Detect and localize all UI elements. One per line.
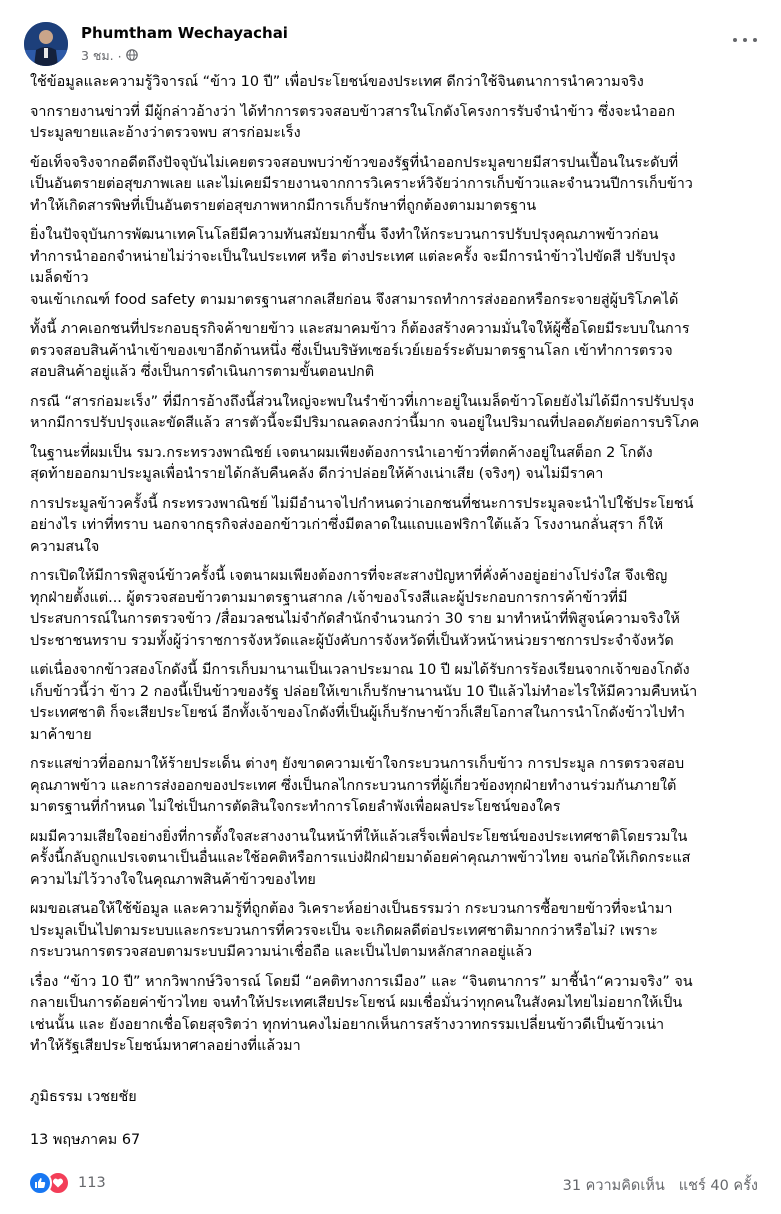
post-body: [30, 72, 755, 1173]
post-paragraph: แต่เนื่องจากข้าวสองโกดังนี้ มีการเก็บมานานเป็นเวลาประมาณ 10 ปี ผมได้รับการร้องเรียนจากเจ้าของโกดัง เก็บข้าวนี้ว่า ข้าว 2 กองนี้เป็นข้าวของรัฐ ปล่อยให้เขาเก็บรักษานานนับ 10 ปีแล้วไม่ทำอะไรให้มีความคืบหน้า ประเทศชาติ ก็จะเสียประโยชน์ อีกทั้งเจ้าของโกดังที่เป็นผู้เก็บรักษาข้าวก็เสียโอกาสในการนำโกดังข้าวไปทำ มาค้าขาย: [30, 662, 698, 743]
post-paragraph: การเปิดให้มีการพิสูจน์ข้าวครั้งนี้ เจตนาผมเพียงต้องการที่จะสะสางปัญหาที่คั่งค้างอยู่อย่างโปร่งใส จึงเชิญ ทุกฝ่ายตั้งแต่... ผู้ตรวจสอบข้าวตามมาตรฐานสากล /เจ้าของโรงสีและผู้ประกอบการการค้าข้าวที่มี ประสบการณ์ในการตรวจข้าว /สื่อมวลชนไม่จำกัดสำนักจำนวนกว่า 30 ราย มาทำหน้าที่พิสูจน์ความจริงให้ ประชาชนทราบ รวมทั้งผู้ว่าราชการจังหวัดและผู้บังคับการจังหวัดที่เป็นหัวหน้าหน่วยราชการประจำจังหวัด: [30, 568, 680, 649]
post-paragraph: ผมขอเสนอให้ใช้ข้อมูล และความรู้ที่ถูกต้อง วิเคราะห์อย่างเป็นธรรมว่า กระบวนการซื้อขายข้าวที่จะนำมา ประมูลเป็นไปตามระบบและกระบวนการที่ควรจะเป็น จะเกิดผลดีต่อประเทศชาติมากกว่าหรือไม่? เพราะ กระบวนการตรวจสอบตามระบบมีความน่าเชื่อถือ และเป็นไปตามหลักสากลอยู่แล้ว: [30, 901, 673, 960]
post-time[interactable]: 3 ชม.: [81, 48, 114, 63]
post-meta: [81, 46, 138, 66]
author-name[interactable]: Phumtham Wechayachai: [81, 24, 288, 42]
post-paragraph: ใช้ข้อมูลและความรู้วิจารณ์ “ข้าว 10 ปี” เพื่อประโยชน์ของประเทศ ดีกว่าใช้จินตนาการนำความจริง: [30, 74, 644, 90]
post-paragraph: เรื่อง “ข้าว 10 ปี” หากวิพากษ์วิจารณ์ โดยมี “อคติทางการเมือง” และ “จินตนาการ” มาชี้นำ“ความจริง” จน กลายเป็นการด้อยค่าข้าวไทย จนทำให้ประเทศเสียประโยชน์ ผมเชื่อมั่นว่าทุกคนในสังคมไทยไม่อยากให้เป็น เช่นนั้น และ ยังอยากเชื่อโดยสุจริตว่า ทุกท่านคงไม่อยากเห็นการสร้างวาทกรรมเปลี่ยนข้าวดีเป็นข้าวเน่า ทำให้รัฐเสียประโยชน์มหาศาลอย่างที่แล้วมา: [30, 973, 693, 1054]
post-paragraph: กระแสข่าวที่ออกมาให้ร้ายประเด็น ต่างๆ ยังขาดความเข้าใจกระบวนการเก็บข้าว การประมูล การตรวจสอบ คุณภาพข้าว และการส่งออกของประเทศ ซึ่งเป็นกลไกกระบวนการที่ผู้เกี่ยวข้องทุกฝ่ายทำงานร่วมกันภายใต้ มาตรฐานที่กำหนด ไม่ใช่เป็นการตัดสินใจกระทำการโดยลำพังเพื่อผลประโยชน์ของใคร: [30, 756, 685, 815]
reactions-summary[interactable]: [28, 1171, 106, 1195]
meta-separator: ·: [117, 48, 122, 64]
post-paragraph: ข้อเท็จจริงจากอดีตถึงปัจจุบันไม่เคยตรวจสอบพบว่าข้าวของรัฐที่นำออกประมูลขายมีสารปนเปื้อนในระดับที่ เป็นอันตรายต่อสุขภาพเลย และไม่เคยมีรายงานจากการวิเคราะห์วิจัยว่าการเก็บข้าวและจำนวนปีการเก็บข้าว ทำให้เกิดสารพิษที่เป็นอันตรายต่อสุขภาพหากมีการเก็บรักษาที่ถูกต้องตามมาตรฐาน: [30, 154, 693, 214]
shares-count[interactable]: แชร์ 40 ครั้ง: [678, 1178, 758, 1194]
signature-name: ภูมิธรรม เวชยชัย: [30, 1089, 137, 1105]
signature-date: 13 พฤษภาคม 67: [30, 1132, 141, 1148]
post-footer: [28, 1168, 758, 1198]
author-avatar[interactable]: [24, 22, 68, 66]
post-paragraph: ในฐานะที่ผมเป็น รมว.กระทรวงพาณิชย์ เจตนาผมเพียงต้องการนำเอาข้าวที่ตกค้างอยู่ในสต็อก 2 โกดัง สุดท้ายออกมาประมูลเพื่อนำรายได้กลับคืนคลัง ดีกว่าปล่อยให้ค้างเน่าเสีย (จริงๆ) จนไม่มีราคา: [30, 444, 653, 482]
comments-count[interactable]: 31 ความคิดเห็น: [562, 1178, 665, 1194]
signature: [30, 1066, 755, 1174]
post-paragraph: ทั้งนี้ ภาคเอกชนที่ประกอบธุรกิจค้าขายข้าว และสมาคมข้าว ก็ต้องสร้างความมั่นใจให้ผู้ซื้อโดยมีระบบในการ ตรวจสอบสินค้านำเข้าของเขาอีกด้านหนึ่ง ซึ่งเป็นบริษัทเซอร์เวย์เยอร์ระดับมาตรฐานโลก เข้าทำการตรวจ สอบสินค้าอยู่แล้ว ซึ่งเป็นการดำเนินการตามขั้นตอนปกติ: [30, 321, 690, 380]
post-paragraph: กรณี “สารก่อมะเร็ง” ที่มีการอ้างถึงนี้ส่วนใหญ่จะพบในรำข้าวที่เกาะอยู่ในเมล็ดข้าวโดยยังไม่ได้มีการปรับปรุง หากมีการปรับปรุงและขัดสีแล้ว สารตัวนี้จะมีปริมาณลดลงกว่านี้มาก จนอยู่ในปริมาณที่ปลอดภัยต่อการบริโภค: [30, 393, 700, 431]
post-paragraph: ยิ่งในปัจจุบันการพัฒนาเทคโนโลยีมีความทันสมัยมากขึ้น จึงทำให้กระบวนการปรับปรุงคุณภาพข้าวก่อน ทำการนำออกจำหน่ายไม่ว่าจะเป็นในประเทศ หรือ ต่างประเทศ แต่ละครั้ง จะมีการนำข้าวไปขัดสี ปรับปรุง เมล็ดข้าว จนเข้าเกณฑ์ food safety ตามมาตรฐานสากลเสียก่อน จึงสามารถทำการส่งออกหรือกระจายสู่ผู้บริโภคได้: [30, 227, 679, 308]
engagement-stats: [563, 1174, 758, 1197]
reaction-count: 113: [78, 1175, 106, 1191]
post-paragraph: ผมมีความเสียใจอย่างยิ่งที่การตั้งใจสะสางงานในหน้าที่ให้แล้วเสร็จเพื่อประโยชน์ของประเทศชาติโดยรวมใน ครั้งนี้กลับถูกแปรเจตนาเป็นอื่นและใช้อคติหรือการแบ่งฝักฝ่ายมาด้อยค่าคุณภาพข้าวไทย จนก่อให้เกิดกระแส ความไม่ไว้วางใจในคุณภาพสินค้าข้าวของไทย: [30, 828, 691, 888]
like-icon: [28, 1171, 52, 1195]
post-header: [24, 18, 757, 66]
post-paragraph: จากรายงานข่าวที่ มีผู้กล่าวอ้างว่า ได้ทำการตรวจสอบข้าวสารในโกดังโครงการรับจำนำข้าว ซึ่งจะนำออก ประมูลขายและอ้างว่าตรวจพบ สารก่อมะเร็ง: [30, 103, 676, 141]
ellipsis-icon[interactable]: [733, 34, 757, 46]
globe-icon: [126, 49, 138, 64]
post-paragraph: การประมูลข้าวครั้งนี้ กระทรวงพาณิชย์ ไม่มีอำนาจไปกำหนดว่าเอกชนที่ชนะการประมูลจะนำไปใช้ประโยชน์ อย่างไร เท่าที่ทราบ นอกจากธุรกิจส่งออกข้าวเก่าซึ่งมีตลาดในแถบแอฟริกาใต้แล้ว โรงงานกลั่นสุรา ก็ให้ ความสนใจ: [30, 495, 694, 555]
